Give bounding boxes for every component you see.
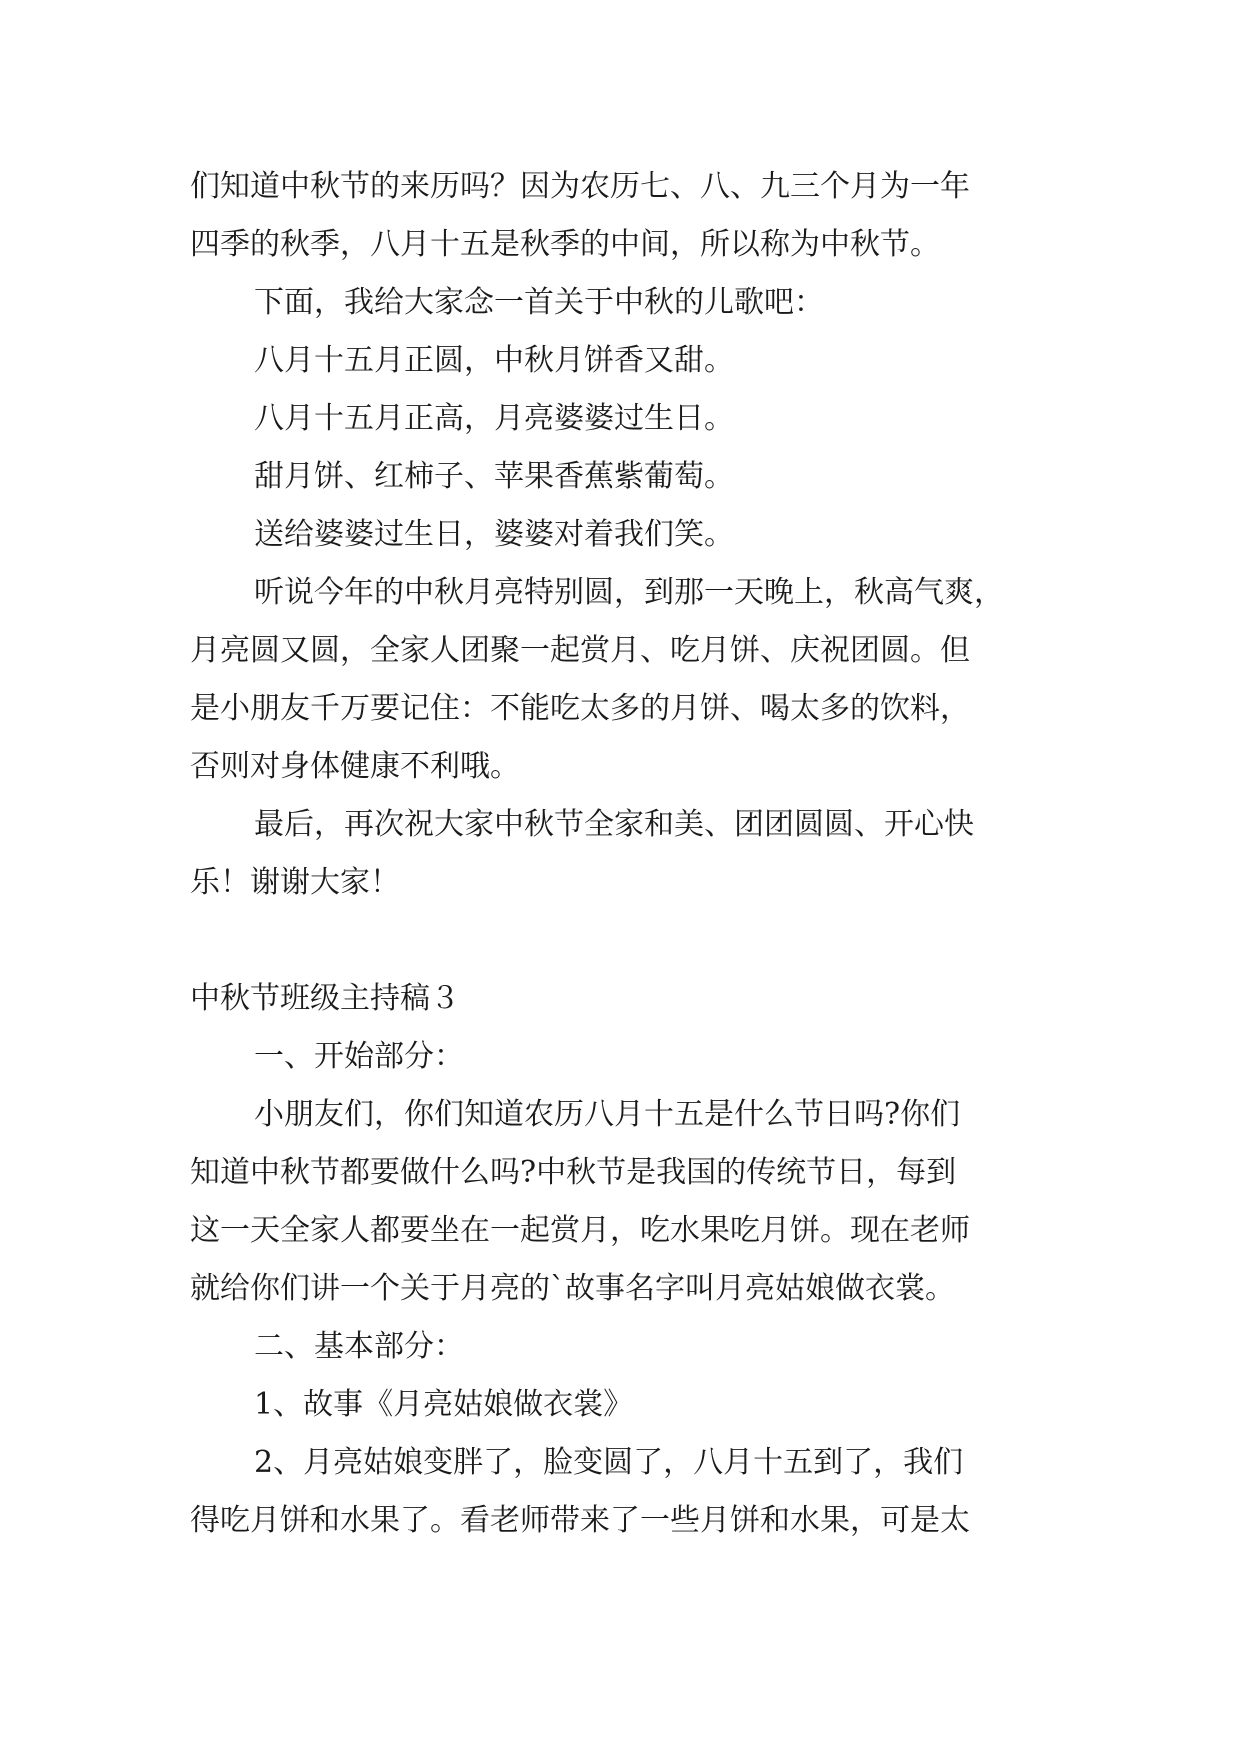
text-line: 是小朋友千万要记住：不能吃太多的月饼、喝太多的饮料， [190, 691, 970, 726]
text-line: 月亮圆又圆，全家人团聚一起赏月、吃月饼、庆祝团圆。但 [190, 633, 970, 668]
text-line: 得吃月饼和水果了。看老师带来了一些月饼和水果，可是太 [190, 1503, 970, 1538]
text-line: 下面，我给大家念一首关于中秋的儿歌吧： [254, 285, 824, 320]
poem-line: 送给婆婆过生日，婆婆对着我们笑。 [254, 517, 734, 552]
document-body [190, 158, 1080, 1550]
text-line: 四季的秋季，八月十五是秋季的中间，所以称为中秋节。 [190, 227, 940, 262]
text-line: 听说今年的中秋月亮特别圆，到那一天晚上，秋高气爽， [254, 575, 1004, 610]
text-line: 知道中秋节都要做什么吗?中秋节是我国的传统节日，每到 [190, 1155, 957, 1190]
blank-line [190, 912, 1080, 970]
section-heading: 中秋节班级主持稿３ [190, 981, 460, 1016]
text-line: 1、故事《月亮姑娘做衣裳》 [254, 1387, 634, 1422]
poem-line: 八月十五月正圆，中秋月饼香又甜。 [254, 343, 734, 378]
text-line: 小朋友们，你们知道农历八月十五是什么节日吗?你们 [254, 1097, 961, 1132]
subsection-heading: 一、开始部分： [254, 1039, 464, 1074]
text-line: 否则对身体健康不利哦。 [190, 749, 520, 784]
text-line: 最后，再次祝大家中秋节全家和美、团团圆圆、开心快 [254, 807, 974, 842]
text-line: 们知道中秋节的来历吗？因为农历七、八、九三个月为一年 [190, 169, 970, 204]
poem-line: 甜月饼、红柿子、苹果香蕉紫葡萄。 [254, 459, 734, 494]
subsection-heading: 二、基本部分： [254, 1329, 464, 1364]
poem-line: 八月十五月正高，月亮婆婆过生日。 [254, 401, 734, 436]
text-line: 乐！谢谢大家！ [190, 865, 400, 900]
text-line: 2、月亮姑娘变胖了，脸变圆了，八月十五到了，我们 [254, 1445, 964, 1480]
text-line: 就给你们讲一个关于月亮的`故事名字叫月亮姑娘做衣裳。 [190, 1271, 955, 1306]
text-line: 这一天全家人都要坐在一起赏月，吃水果吃月饼。现在老师 [190, 1213, 970, 1248]
